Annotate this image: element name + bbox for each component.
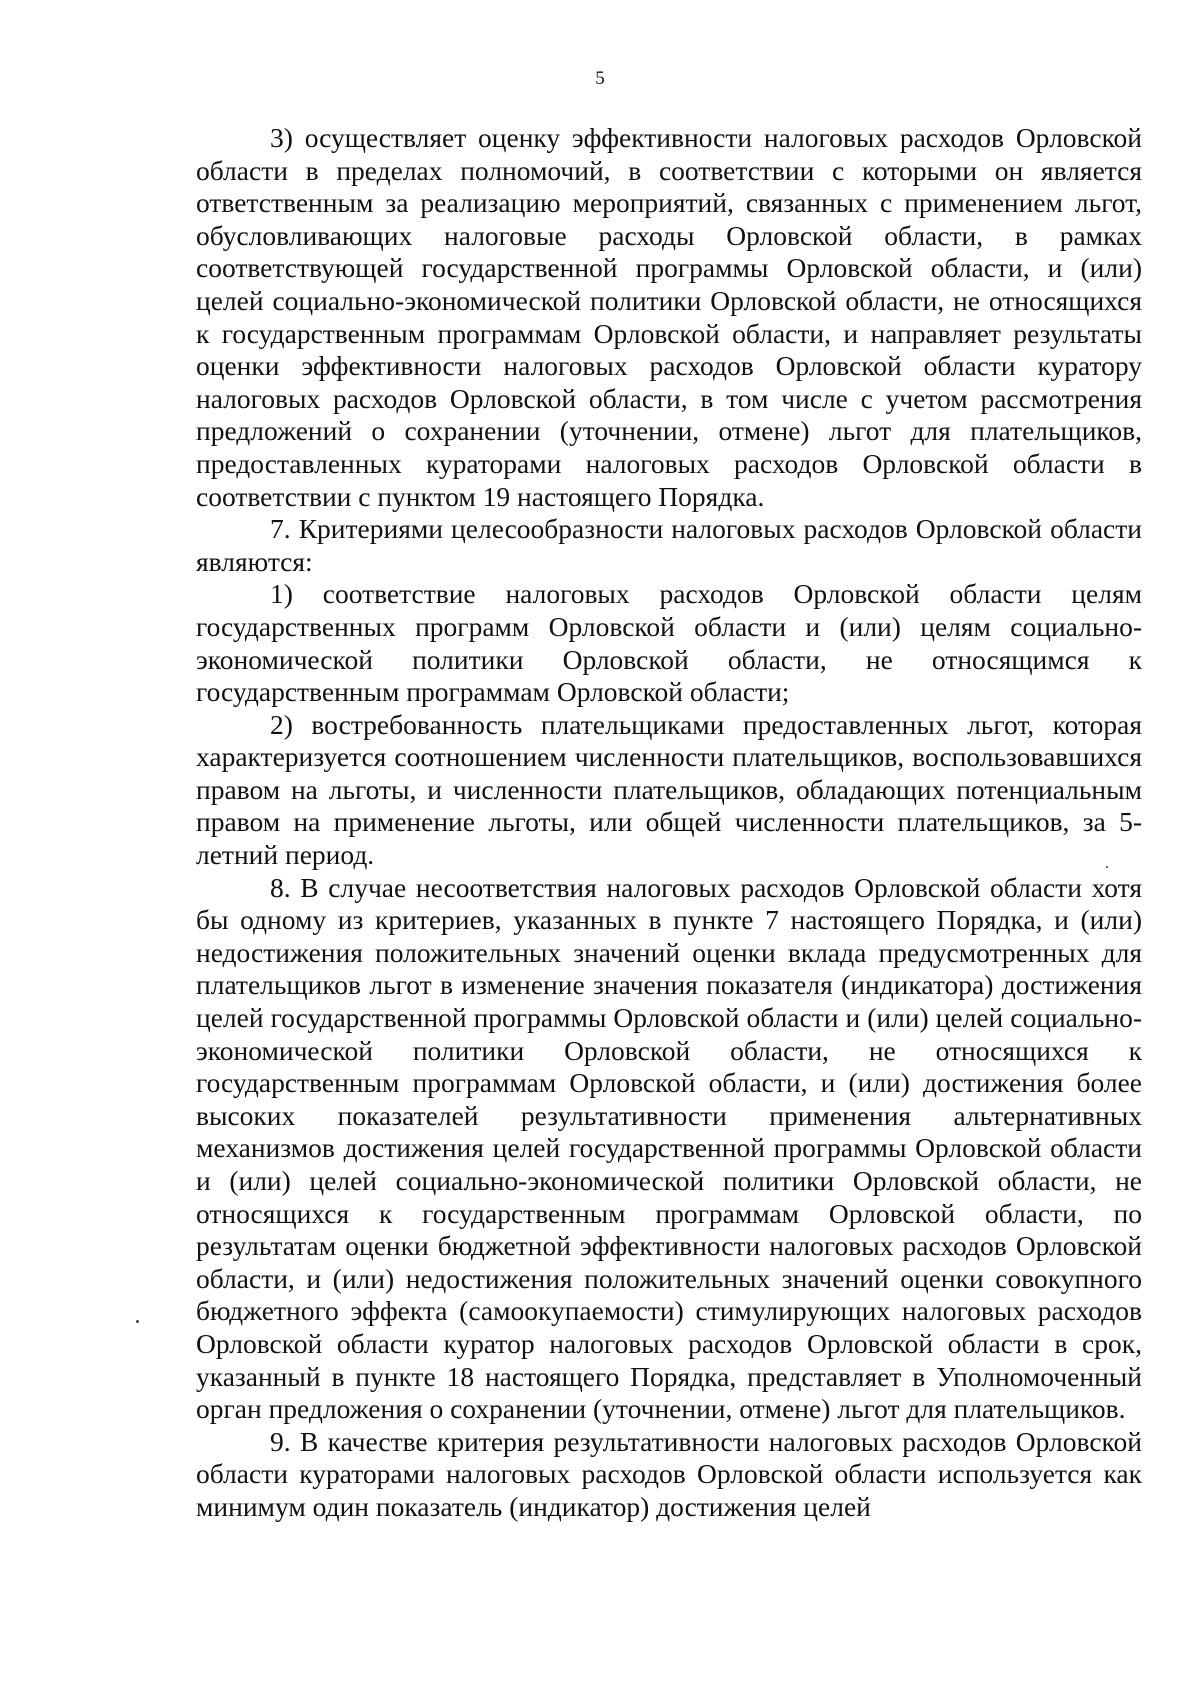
paragraph-subitem-1: 1) соответствие налоговых расходов Орловской области целям государственных программ Орловской области и (или) целям социально-экономической политики Орловской области, не относящимся к государственным программам Орловской области; (196, 578, 1142, 708)
paragraph-subitem-2: 2) востребованность плательщиками предоставленных льгот, которая характеризуется соотношением численности плательщиков, воспользовавшихся правом на льготы, и численности плательщиков, обладающих потенциальным правом на применение льготы, или общей численности плательщиков, за 5-летний период. (196, 708, 1142, 871)
paragraph-subitem-3: 3) осуществляет оценку эффективности налоговых расходов Орловской области в пределах полномочий, в соответствии с которыми он является ответственным за реализацию мероприятий, связанных с применением льгот, обусловливающих налоговые расходы Орловской области, в рамках соответствующей государственной программы Орловской области, и (или) целей социально-экономической политики Орловской области, не относящихся к государственным программам Орловской области, и направляет результаты оценки эффективности налоговых расходов Орловской области куратору налоговых расходов Орловской области, в том числе с учетом рассмотрения предложений о сохранении (уточнении, отмене) льгот для плательщиков, предоставленных кураторами налоговых расходов Орловской области в соответствии с пунктом 19 настоящего Порядка. (196, 122, 1142, 512)
document-body (196, 122, 1142, 1524)
scan-speck (136, 1320, 139, 1323)
paragraph-item-9: 9. В качестве критерия результативности налоговых расходов Орловской области кураторами налоговых расходов Орловской области используется как минимум один показатель (индикатор) достижения целей (196, 1425, 1142, 1522)
paragraph-item-7: 7. Критериями целесообразности налоговых расходов Орловской области являются: (196, 513, 1142, 577)
page-number: 5 (595, 68, 605, 89)
paragraph-item-8: 8. В случае несоответствия налоговых расходов Орловской области хотя бы одному из критериев, указанных в пункте 7 настоящего Порядка, и (или) недостижения положительных значений оценки вклада предусмотренных для плательщиков льгот в изменение значения показателя (индикатора) достижения целей государственной программы Орловской области и (или) целей социально-экономической политики Орловской области, не относящихся к государственным программам Орловской области, и (или) достижения более высоких показателей результативности применения альтернативных механизмов достижения целей государственной программы Орловской области и (или) целей социально-экономической политики Орловской области, не относящихся к государственным программам Орловской области, по результатам оценки бюджетной эффективности налоговых расходов Орловской области, и (или) недостижения положительных значений оценки совокупного бюджетного эффекта (самоокупаемости) стимулирующих налоговых расходов Орловской области куратор налоговых расходов Орловской области в срок, указанный в пункте 18 настоящего Порядка, представляет в Уполномоченный орган предложения о сохранении (уточнении, отмене) льгот для плательщиков. (196, 871, 1142, 1425)
scan-speck (1106, 866, 1108, 868)
